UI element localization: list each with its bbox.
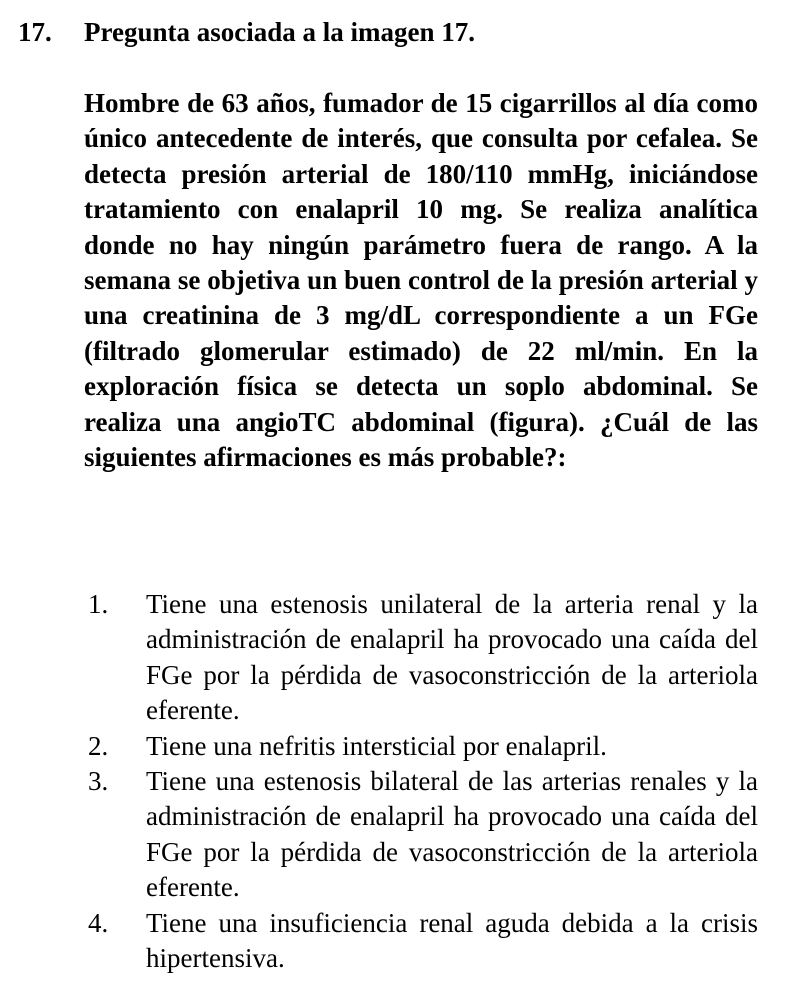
answer-option-number: 2.	[88, 730, 109, 761]
answer-option-text: Tiene una estenosis unilateral de la arteria renal y la administración de enalapril ha provocado una caída del FGe por la pérdida de vasoconstricción de la arteriola eferente.	[146, 589, 758, 726]
question-number: 17.	[18, 17, 52, 47]
answer-option-number: 4.	[88, 907, 109, 938]
answer-option-text: Tiene una insuficiencia renal aguda debida a la crisis hipertensiva.	[146, 907, 758, 974]
question-stem: Hombre de 63 años, fumador de 15 cigarrillos al día como único antecedente de interés, que consulta por cefalea. Se detecta presión arterial de 180/110 mmHg, iniciándose tratamiento con enalapril 10 mg. Se realiza analítica donde no hay ningún parámetro fuera de rango. A la semana se objetiva un buen control de la presión arterial y una creatinina de 3 mg/dL correspondiente a un FGe (filtrado glomerular estimado) de 22 ml/min. En la exploración física se detecta un soplo abdominal. Se realiza una angioTC abdominal (figura). ¿Cuál de las siguientes afirmaciones es más probable?:	[84, 88, 758, 473]
question-header	[18, 14, 778, 50]
question-title: Pregunta asociada a la imagen 17.	[84, 17, 475, 47]
answer-option-number: 3.	[88, 766, 109, 797]
answer-option-text: Tiene una nefritis intersticial por enalapril.	[146, 730, 607, 761]
answer-option-2[interactable]	[84, 729, 758, 764]
answer-option-3[interactable]	[84, 764, 758, 906]
answer-option-1[interactable]	[84, 587, 758, 729]
answer-option-number: 1.	[88, 589, 109, 619]
answer-options-list	[84, 587, 758, 976]
answer-option-4[interactable]	[84, 906, 758, 977]
answer-option-text: Tiene una estenosis bilateral de las arterias renales y la administración de enalapril ha provocado una caída del FGe por la pérdida de vasoconstricción de la arteriola eferente.	[146, 766, 758, 903]
